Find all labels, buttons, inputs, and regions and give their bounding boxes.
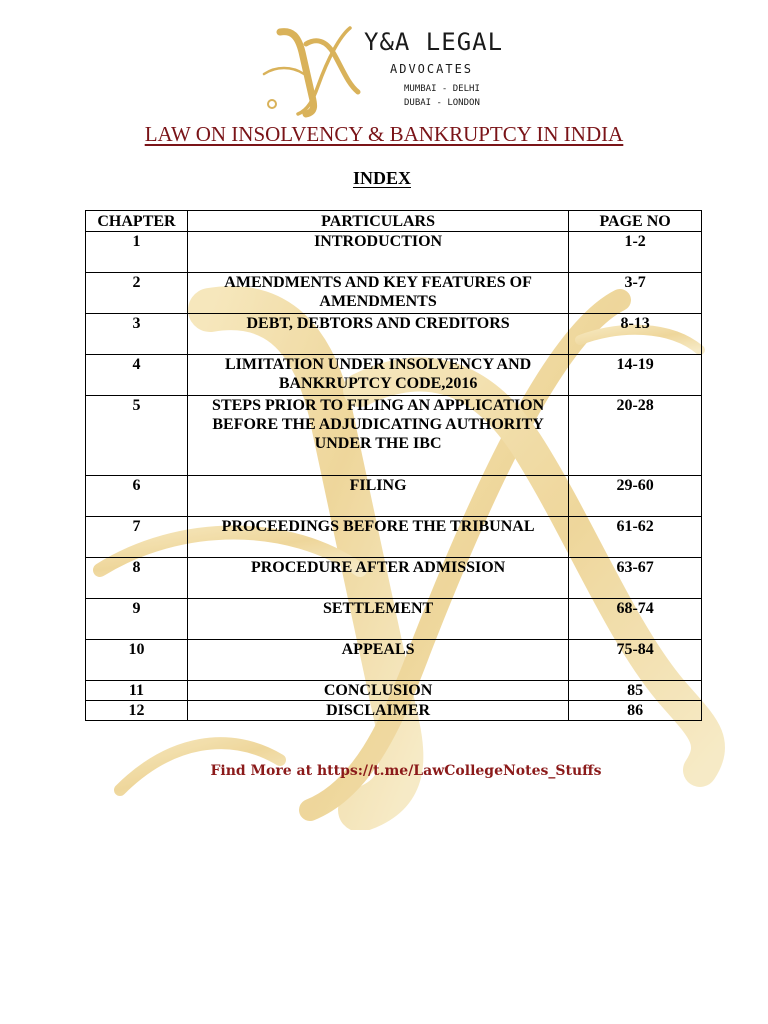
page-no-cell: 14-19 bbox=[569, 355, 702, 396]
table-row bbox=[86, 273, 702, 314]
particulars-cell: DISCLAIMER bbox=[187, 701, 568, 721]
index-table bbox=[85, 210, 702, 721]
table-row bbox=[86, 599, 702, 640]
page-title-text: LAW ON INSOLVENCY & BANKRUPTCY IN INDIA bbox=[144, 122, 624, 146]
chapter-cell: 2 bbox=[86, 273, 188, 314]
index-heading-text: INDEX bbox=[352, 168, 411, 188]
particulars-cell: APPEALS bbox=[187, 640, 568, 681]
particulars-cell: AMENDMENTS AND KEY FEATURES OF AMENDMENTS bbox=[187, 273, 568, 314]
table-row bbox=[86, 314, 702, 355]
particulars-cell: PROCEEDINGS BEFORE THE TRIBUNAL bbox=[187, 517, 568, 558]
header-particulars: PARTICULARS bbox=[187, 211, 568, 232]
table-header-row bbox=[86, 211, 702, 232]
logo-cities-line1: MUMBAI - DELHI bbox=[404, 84, 480, 94]
page-no-cell: 20-28 bbox=[569, 396, 702, 476]
chapter-cell: 4 bbox=[86, 355, 188, 396]
page-no-cell: 61-62 bbox=[569, 517, 702, 558]
chapter-cell: 9 bbox=[86, 599, 188, 640]
particulars-cell: STEPS PRIOR TO FILING AN APPLICATION BEFORE THE ADJUDICATING AUTHORITY UNDER THE IBC bbox=[187, 396, 568, 476]
particulars-cell: SETTLEMENT bbox=[187, 599, 568, 640]
chapter-cell: 6 bbox=[86, 476, 188, 517]
page-no-cell: 1-2 bbox=[569, 232, 702, 273]
page-no-cell: 75-84 bbox=[569, 640, 702, 681]
header-page-no: PAGE NO bbox=[569, 211, 702, 232]
particulars-cell: LIMITATION UNDER INSOLVENCY AND BANKRUPTCY CODE,2016 bbox=[187, 355, 568, 396]
table-row bbox=[86, 681, 702, 701]
table-row bbox=[86, 517, 702, 558]
chapter-cell: 12 bbox=[86, 701, 188, 721]
page-no-cell: 68-74 bbox=[569, 599, 702, 640]
logo-brand-name: Y&A LEGAL bbox=[364, 28, 504, 56]
chapter-cell: 7 bbox=[86, 517, 188, 558]
footer-link[interactable]: Find More at https://t.me/LawCollegeNotes_Stuffs bbox=[210, 763, 602, 779]
table-row bbox=[86, 396, 702, 476]
particulars-cell: INTRODUCTION bbox=[187, 232, 568, 273]
chapter-cell: 5 bbox=[86, 396, 188, 476]
chapter-cell: 3 bbox=[86, 314, 188, 355]
table-row bbox=[86, 640, 702, 681]
table-row bbox=[86, 701, 702, 721]
particulars-cell: DEBT, DEBTORS AND CREDITORS bbox=[187, 314, 568, 355]
particulars-cell: FILING bbox=[187, 476, 568, 517]
page-no-cell: 85 bbox=[569, 681, 702, 701]
page-no-cell: 3-7 bbox=[569, 273, 702, 314]
chapter-cell: 11 bbox=[86, 681, 188, 701]
header-chapter: CHAPTER bbox=[86, 211, 188, 232]
table-row bbox=[86, 476, 702, 517]
page-no-cell: 8-13 bbox=[569, 314, 702, 355]
chapter-cell: 1 bbox=[86, 232, 188, 273]
page-no-cell: 29-60 bbox=[569, 476, 702, 517]
table-row bbox=[86, 558, 702, 599]
table-row bbox=[86, 355, 702, 396]
table-row bbox=[86, 232, 702, 273]
index-heading bbox=[0, 168, 764, 189]
chapter-cell: 8 bbox=[86, 558, 188, 599]
chapter-cell: 10 bbox=[86, 640, 188, 681]
ya-monogram-logo-icon bbox=[258, 22, 368, 118]
logo-subtitle: ADVOCATES bbox=[390, 62, 474, 76]
particulars-cell: CONCLUSION bbox=[187, 681, 568, 701]
page-no-cell: 86 bbox=[569, 701, 702, 721]
particulars-cell: PROCEDURE AFTER ADMISSION bbox=[187, 558, 568, 599]
logo-cities-line2: DUBAI - LONDON bbox=[404, 98, 480, 108]
header-logo bbox=[258, 22, 528, 118]
page-title bbox=[0, 122, 768, 147]
page-no-cell: 63-67 bbox=[569, 558, 702, 599]
